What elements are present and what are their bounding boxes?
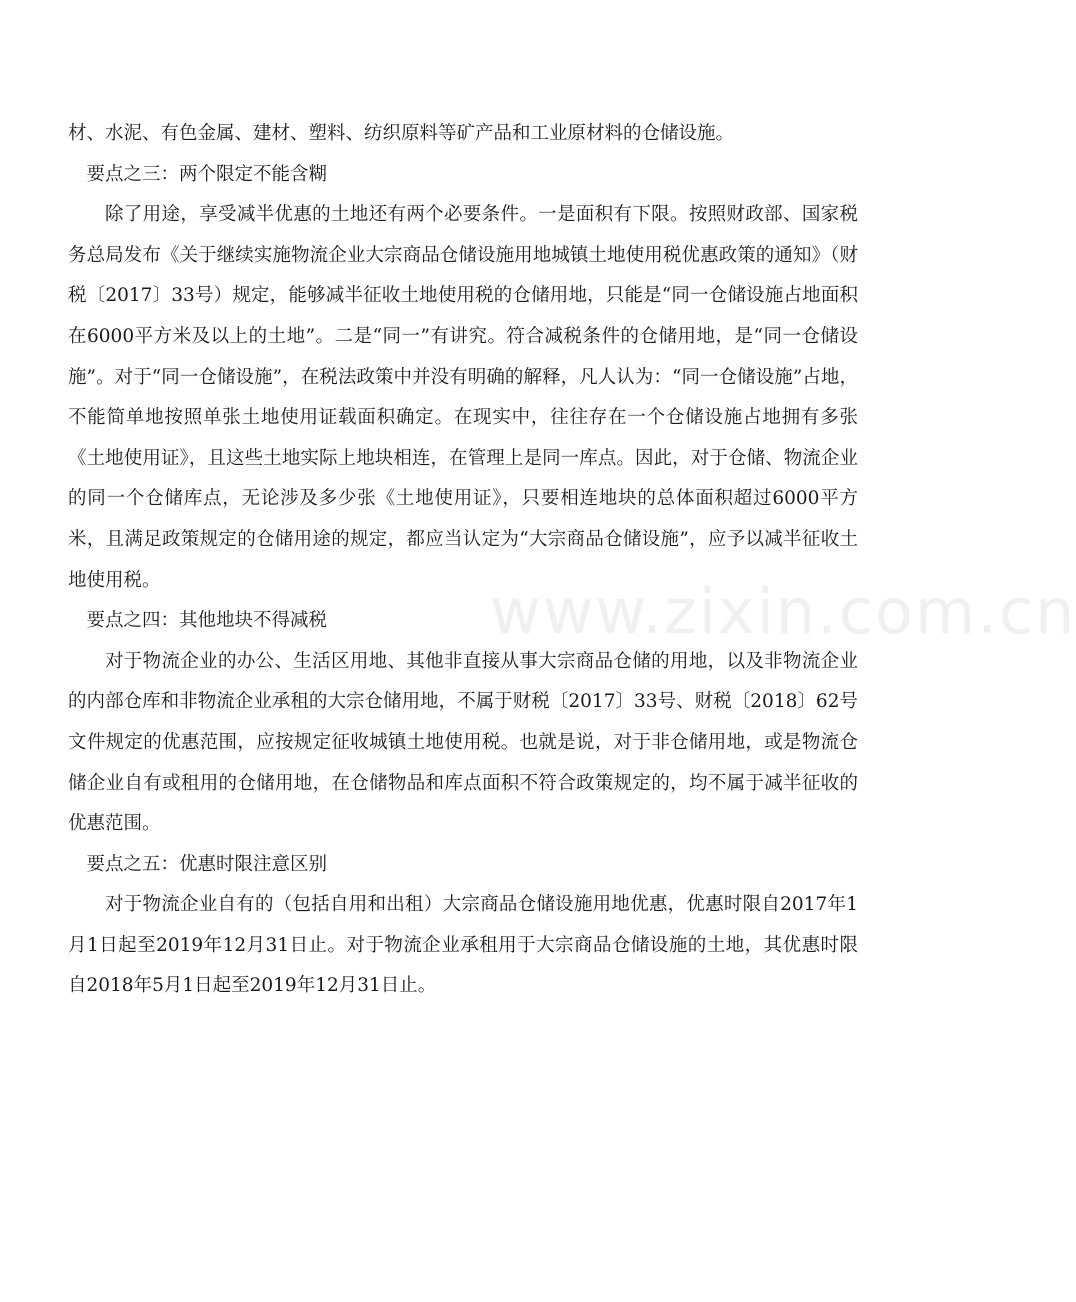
section-heading-point-three: 要点之三：两个限定不能含糊 — [86, 163, 328, 185]
section-heading-point-five: 要点之五：优惠时限注意区别 — [86, 853, 328, 875]
paragraph-point-three: 除了用途，享受减半优惠的土地还有两个必要条件。一是面积有下限。按照财政部、国家税务总局发布《关于继续实施物流企业大宗商品仓储设施用地城镇土地使用税优惠政策的通知》（财税〔2017〕33号）规定，能够减半征收土地使用税的仓储用地，只能是“同一仓储设施占地面积在6000平方米及以上的土地”。二是“同一”有讲究。符合减税条件的仓储用地，是“同一仓储设施”。对于“同一仓储设施”，在税法政策中并没有明确的解释，凡人认为：“同一仓储设施”占地，不能简单地按照单张土地使用证载面积确定。在现实中，往往存在一个仓储设施占地拥有多张《土地使用证》，且这些土地实际上地块相连，在管理上是同一库点。因此，对于仓储、物流企业的同一个仓储库点，无论涉及多少张《土地使用证》，只要相连地块的总体面积超过6000平方米，且满足政策规定的仓储用途的规定，都应当认定为“大宗商品仓储设施”，应予以减半征收土地使用税。 — [68, 204, 858, 591]
paragraph-point-five: 对于物流企业自有的（包括自用和出租）大宗商品仓储设施用地优惠，优惠时限自2017年1月1日起至2019年12月31日止。对于物流企业承租用于大宗商品仓储设施的土地，其优惠时限自2018年5月1日起至2019年12月31日止。 — [68, 894, 858, 997]
section-heading-point-four: 要点之四：其他地块不得减税 — [86, 610, 328, 632]
paragraph-point-four: 对于物流企业的办公、生活区用地、其他非直接从事大宗商品仓储的用地，以及非物流企业的内部仓库和非物流企业承租的大宗仓储用地，不属于财税〔2017〕33号、财税〔2018〕62号文件规定的优惠范围，应按规定征收城镇土地使用税。也就是说，对于非仓储用地，或是物流仓储企业自有或租用的仓储用地，在仓储物品和库点面积不符合政策规定的，均不属于减半征收的优惠范围。 — [68, 650, 858, 835]
watermark: www.zixin.com.cn — [490, 575, 1076, 648]
document-body — [68, 114, 858, 1007]
paragraph-continuation: 材、水泥、有色金属、建材、塑料、纺织原料等矿产品和工业原材料的仓储设施。 — [68, 123, 735, 144]
